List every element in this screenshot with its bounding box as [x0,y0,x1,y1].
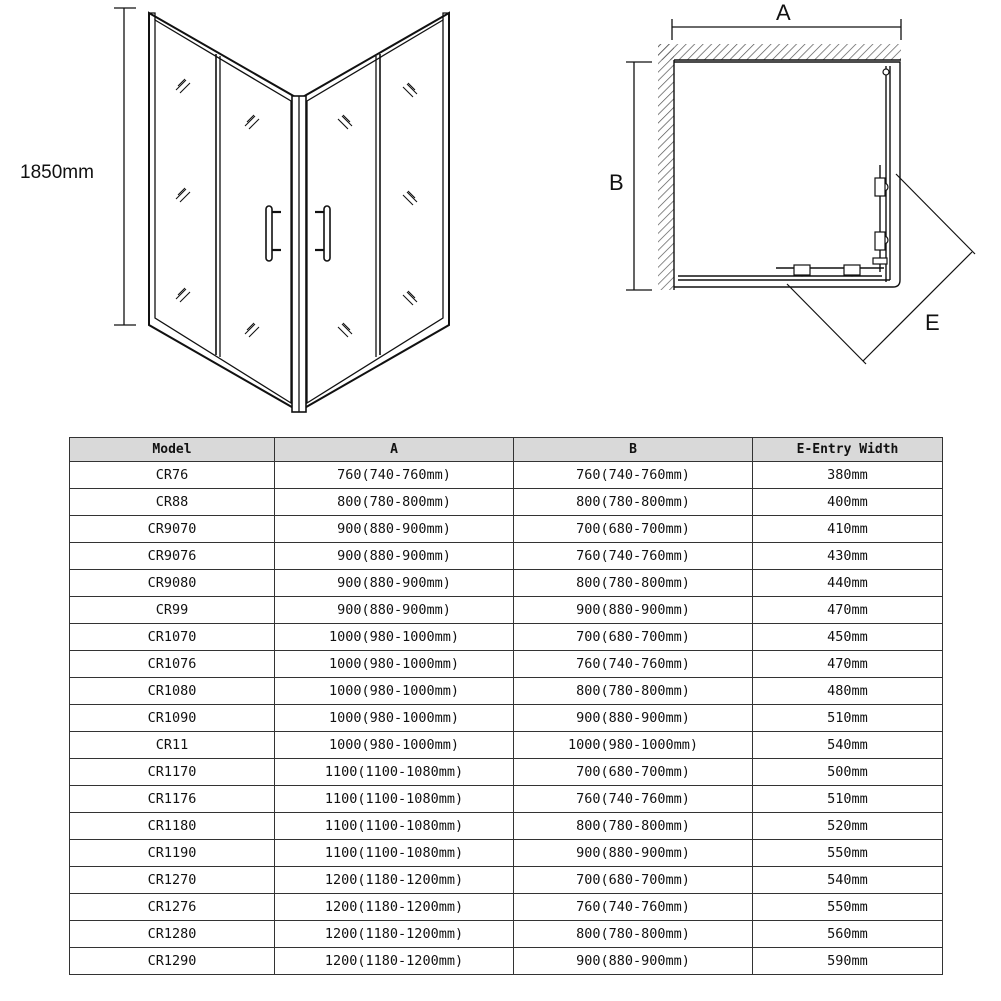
cell-entry-width: 410mm [753,516,943,543]
table-row [70,840,943,867]
cell-b: 760(740-760mm) [514,786,753,813]
height-dimension-line [114,8,136,325]
cell-entry-width: 510mm [753,705,943,732]
table-row [70,705,943,732]
cell-a: 1000(980-1000mm) [275,678,514,705]
cell-entry-width: 470mm [753,597,943,624]
cell-entry-width: 550mm [753,894,943,921]
cell-b: 800(780-800mm) [514,921,753,948]
cell-model: CR1080 [70,678,275,705]
table-row [70,921,943,948]
table-row [70,732,943,759]
table-row [70,813,943,840]
depth-b-label: B [609,170,624,195]
cell-entry-width: 380mm [753,462,943,489]
header-model: Model [70,438,275,462]
table-row [70,489,943,516]
cell-entry-width: 540mm [753,867,943,894]
cell-model: CR1090 [70,705,275,732]
table-row [70,570,943,597]
cell-entry-width: 450mm [753,624,943,651]
cell-a: 1000(980-1000mm) [275,651,514,678]
cell-model: CR1170 [70,759,275,786]
entry-e-dimension-line [787,174,975,364]
cell-model: CR1270 [70,867,275,894]
cell-model: CR9070 [70,516,275,543]
header-a: A [275,438,514,462]
cell-model: CR9080 [70,570,275,597]
cell-b: 760(740-760mm) [514,651,753,678]
cell-model: CR1276 [70,894,275,921]
cell-a: 1200(1180-1200mm) [275,894,514,921]
table-row [70,597,943,624]
cell-entry-width: 480mm [753,678,943,705]
cell-b: 800(780-800mm) [514,813,753,840]
table-row [70,651,943,678]
cell-b: 900(880-900mm) [514,840,753,867]
table-row [70,867,943,894]
cell-model: CR9076 [70,543,275,570]
cell-entry-width: 590mm [753,948,943,975]
table-row [70,894,943,921]
cell-b: 800(780-800mm) [514,489,753,516]
left-wall-hatch [658,44,674,290]
cell-entry-width: 520mm [753,813,943,840]
cell-entry-width: 400mm [753,489,943,516]
cell-a: 1100(1100-1080mm) [275,786,514,813]
depth-b-dimension-line [626,62,652,290]
top-wall-hatch [658,44,901,60]
cell-model: CR11 [70,732,275,759]
cell-b: 900(880-900mm) [514,705,753,732]
height-label: 1850mm [20,162,94,183]
cell-model: CR1190 [70,840,275,867]
table-row [70,624,943,651]
cell-a: 1100(1100-1080mm) [275,759,514,786]
cell-a: 800(780-800mm) [275,489,514,516]
table-header-row [70,438,943,462]
cell-a: 1000(980-1000mm) [275,624,514,651]
cell-entry-width: 550mm [753,840,943,867]
table-row [70,948,943,975]
shower-enclosure-front-view [149,13,449,412]
cell-entry-width: 430mm [753,543,943,570]
width-a-label: A [776,0,791,25]
table-row [70,759,943,786]
plan-view [626,19,975,364]
cell-model: CR1280 [70,921,275,948]
cell-model: CR99 [70,597,275,624]
cell-model: CR1180 [70,813,275,840]
cell-a: 1200(1180-1200mm) [275,948,514,975]
diagram-area [0,0,1001,430]
cell-model: CR1176 [70,786,275,813]
cell-b: 800(780-800mm) [514,570,753,597]
cell-a: 1000(980-1000mm) [275,732,514,759]
cell-entry-width: 540mm [753,732,943,759]
table-row [70,462,943,489]
cell-entry-width: 500mm [753,759,943,786]
cell-b: 900(880-900mm) [514,597,753,624]
cell-a: 900(880-900mm) [275,543,514,570]
cell-entry-width: 510mm [753,786,943,813]
table-row [70,543,943,570]
cell-a: 900(880-900mm) [275,570,514,597]
cell-a: 1100(1100-1080mm) [275,840,514,867]
cell-b: 760(740-760mm) [514,462,753,489]
table-row [70,786,943,813]
header-entry-width: E-Entry Width [753,438,943,462]
cell-entry-width: 470mm [753,651,943,678]
header-b: B [514,438,753,462]
table-row [70,516,943,543]
cell-b: 700(680-700mm) [514,624,753,651]
cell-a: 900(880-900mm) [275,516,514,543]
entry-e-label: E [925,310,940,335]
cell-b: 1000(980-1000mm) [514,732,753,759]
cell-b: 760(740-760mm) [514,543,753,570]
cell-b: 700(680-700mm) [514,867,753,894]
cell-model: CR88 [70,489,275,516]
cell-model: CR1290 [70,948,275,975]
cell-a: 760(740-760mm) [275,462,514,489]
cell-b: 760(740-760mm) [514,894,753,921]
cell-a: 1200(1180-1200mm) [275,921,514,948]
cell-entry-width: 440mm [753,570,943,597]
cell-a: 1100(1100-1080mm) [275,813,514,840]
cell-b: 700(680-700mm) [514,759,753,786]
cell-model: CR1070 [70,624,275,651]
cell-model: CR1076 [70,651,275,678]
cell-a: 1000(980-1000mm) [275,705,514,732]
cell-b: 900(880-900mm) [514,948,753,975]
cell-b: 800(780-800mm) [514,678,753,705]
cell-model: CR76 [70,462,275,489]
cell-a: 900(880-900mm) [275,597,514,624]
table-row [70,678,943,705]
cell-b: 700(680-700mm) [514,516,753,543]
cell-entry-width: 560mm [753,921,943,948]
specifications-table [69,437,943,975]
cell-a: 1200(1180-1200mm) [275,867,514,894]
